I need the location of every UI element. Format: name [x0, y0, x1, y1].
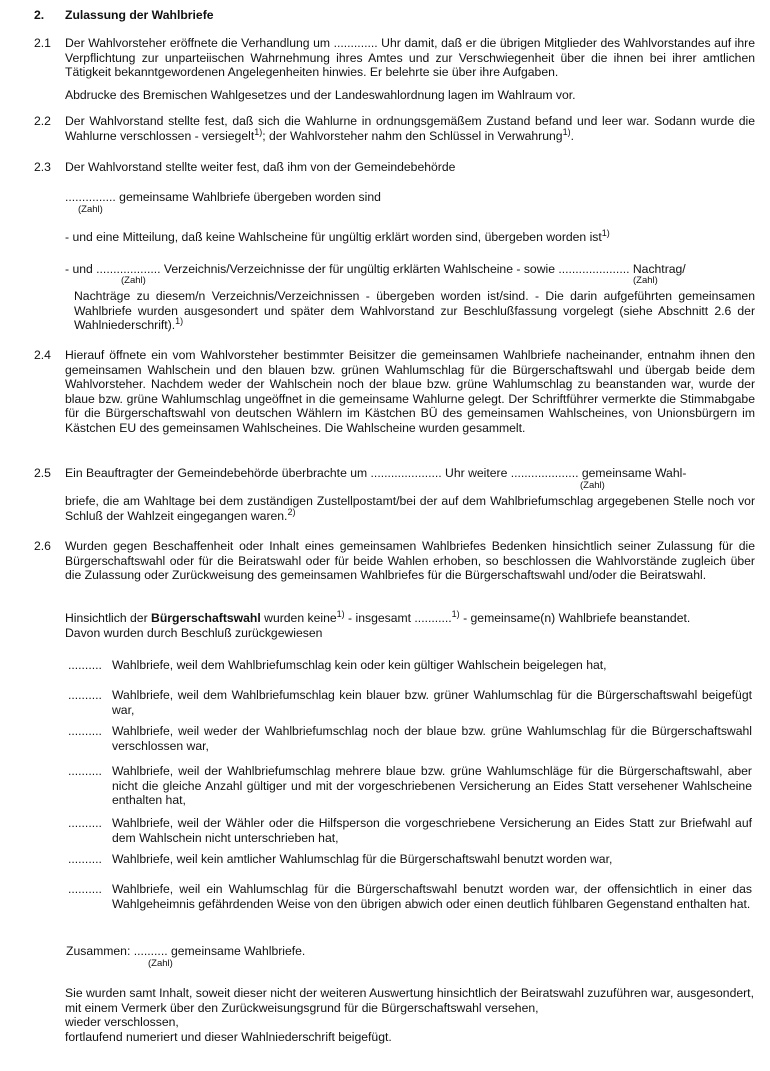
para-number-2-5: 2.5 — [34, 466, 51, 480]
blank-dots: .......... — [68, 688, 102, 702]
para-2-5-line-b — [65, 494, 755, 523]
footnote-ref: 1) — [336, 609, 345, 619]
zahl-label: (Zahl) — [78, 204, 103, 215]
summary-text-a: Hinsichtlich der — [65, 611, 152, 625]
blank-dots: .......... — [68, 724, 102, 738]
zahl-label: (Zahl) — [633, 275, 658, 286]
list-item-text: Wahlbriefe, weil kein amtlicher Wahlumschlag für die Bürgerschaftswahl benutzt worden war, — [112, 852, 613, 866]
footnote-ref: 2) — [287, 506, 296, 517]
para-number-2-3: 2.3 — [34, 160, 51, 174]
para-2-4: Hierauf öffnete ein vom Wahlvorsteher bestimmter Beisitzer die gemeinsamen Wahlbriefe nacheinander, entnahm ihnen den gemeinsamen Wahlschein und den blauen bzw. grünen Wahlumschlag für die Bürgerschaftswahl und übergab beide dem Wahlvorsteher. Nachdem weder der Wahlschein noch der blaue bzw. grüne Wahlumschlag zu beanstanden war, wurde der blaue bzw. grüne Wahlumschlag ungeöffnet in die gemeinsame Wahlurne gelegt. Der Schriftführer vermerkte die Stimmabgabe für die Bürgerschaftswahl von deutschen Wählern im Kästchen BÜ des gemeinsamen Wahlscheines, von Unionsbürgern im Kästchen EU des gemeinsamen Wahlscheines. Die Wahlscheine wurden gesammelt. — [65, 348, 755, 435]
footnote-ref: 1) — [175, 316, 184, 326]
list-item-text: Wahlbriefe, weil ein Wahlumschlag für die Bürgerschaftswahl benutzt worden war, der offensichtlich in einer das Wahlgeheimnis gefährdenden Weise von den übrigen abwich oder einen deutlich fühlbaren Gegenstand enthalten hat. — [112, 882, 752, 911]
section-number: 2. — [34, 8, 45, 22]
blank-dots: .......... — [68, 852, 102, 866]
para-2-3-line-3b — [74, 289, 755, 333]
summary-bold: Bürgerschaftswahl — [151, 611, 261, 625]
list-item-text: Wahlbriefe, weil der Wahlbriefumschlag mehrere blaue bzw. grüne Wahlumschläge für die Bürgerschaftswahl, aber nicht die gleiche Anzahl gültiger und mit der vorgeschriebenen Versicherung an Eides Statt versehener Wahlscheine enthalten hat, — [112, 764, 752, 807]
footnote-ref: 1) — [562, 126, 571, 137]
summary-text-e: Davon wurden durch Beschluß zurückgewiesen — [65, 625, 323, 640]
para-2-3-intro: Der Wahlvorstand stellte weiter fest, daß ihm von der Gemeindebehörde — [65, 160, 456, 174]
para-number-2-4: 2.4 — [34, 348, 51, 362]
para-2-2 — [65, 114, 755, 143]
para-number-2-6: 2.6 — [34, 539, 51, 553]
blank-dots: .......... — [68, 764, 102, 778]
para-number-2-1: 2.1 — [34, 36, 51, 50]
para-2-3-line-1: ............... gemeinsame Wahlbriefe übergeben worden sind — [65, 190, 381, 204]
para-2-5-line-a: Ein Beauftragter der Gemeindebehörde überbrachte um ..................... Uhr weitere .................... gemeinsame Wahl- — [65, 466, 687, 480]
para-2-1-text: Der Wahlvorsteher eröffnete die Verhandlung um ............. Uhr damit, daß er die übrigen Mitglieder des Wahlvorstandes auf ihre Verpflichtung zur unparteiischen Wahrnehmung ihres Amtes und zur Verschwiegenheit über die ihnen bei ihrer amtlichen Tätigkeit bekanntgewordenen Angelegenheiten hinwies. Er belehrte sie über ihre Aufgaben. — [65, 36, 755, 79]
final-line: fortlaufend numeriert und dieser Wahlniederschrift beigefügt. — [65, 1029, 392, 1044]
summary-text-d: - gemeinsame(n) Wahlbriefe beanstandet. — [459, 611, 691, 625]
para-2-3-line-3a: - und ................... Verzeichnis/Verzeichnisse der für ungültig erklärten Wahlscheine - sowie ..................... Nachtrag/ — [65, 262, 686, 276]
total-line: Zusammen: .......... gemeinsame Wahlbriefe. — [66, 944, 306, 958]
blank-dots: .......... — [68, 658, 102, 672]
footnote-ref: 1) — [601, 228, 610, 238]
blank-dots: .......... — [68, 816, 102, 830]
para-2-1-note: Abdrucke des Bremischen Wahlgesetzes und der Landeswahlordnung lagen im Wahlraum vor. — [65, 87, 576, 102]
para-2-2-text-a: Der Wahlvorstand stellte fest, daß sich die Wahlurne in ordnungsgemäßem Zustand befand und leer war. Sodann wurde die Wahlurne verschlossen - versiegelt — [65, 114, 755, 143]
footnote-ref: 1) — [451, 609, 460, 619]
summary-text-c: - insgesamt ........... — [344, 611, 452, 625]
blank-dots: .......... — [68, 882, 102, 896]
final-line: mit einem Vermerk über den Zurückweisungsgrund für die Bürgerschaftswahl versehen, — [65, 1000, 539, 1015]
summary-text-b: wurden keine — [260, 611, 337, 625]
para-2-2-text-c: . — [570, 128, 574, 143]
section-title: Zulassung der Wahlbriefe — [65, 8, 214, 22]
zahl-label: (Zahl) — [580, 480, 605, 491]
para-2-1 — [65, 36, 755, 102]
footnote-ref: 1) — [254, 126, 263, 137]
para-2-5-line-b-text: briefe, die am Wahltage bei dem zuständigen Zustellpostamt/bei der auf dem Wahlbriefumschlag argegebenen Stelle noch vor Schluß der Wahlzeit eingegangen waren. — [65, 494, 755, 523]
para-2-3-line-3b-text: Nachträge zu diesem/n Verzeichnis/Verzeichnissen - übergeben worden ist/sind. - Die darin aufgeführten gemeinsamen Wahlbriefe wurden ausgesondert und später dem Wahlvorstand zur Beschlußfassung vorgelegt (siehe Abschnitt 2.6 der Wahlniederschrift). — [74, 289, 755, 332]
para-2-6-summary — [65, 611, 755, 640]
list-item-text: Wahlbriefe, weil dem Wahlbriefumschlag kein oder kein gültiger Wahlschein beigelegen hat, — [112, 658, 607, 672]
zahl-label: (Zahl) — [148, 958, 173, 969]
final-line: wieder verschlossen, — [65, 1015, 179, 1029]
final-line: Sie wurden samt Inhalt, soweit dieser nicht der weiteren Auswertung hinsichtlich der Beiratswahl zuzuführen war, ausgesondert, — [65, 986, 754, 1000]
para-2-3-line-2-text: - und eine Mitteilung, daß keine Wahlscheine für ungültig erklärt worden sind, übergeben worden ist — [65, 230, 602, 244]
zahl-label: (Zahl) — [121, 275, 146, 286]
final-statement — [65, 986, 755, 1044]
para-2-2-text-b: ; der Wahlvorsteher nahm den Schlüssel in Verwahrung — [262, 128, 563, 143]
list-item-text: Wahlbriefe, weil der Wähler oder die Hilfsperson die vorgeschriebene Versicherung an Eides Statt zur Briefwahl auf dem Wahlschein nicht unterschrieben hat, — [112, 816, 752, 845]
para-2-6-text: Wurden gegen Beschaffenheit oder Inhalt eines gemeinsamen Wahlbriefes Bedenken hinsichtlich seiner Zulassung für die Bürgerschaftswahl oder für die Beiratswahl oder für beide Wahlen erhoben, so beschlossen die Wahlvorstände zugleich über die Zulassung oder Zurückweisung des gemeinsamen Wahlbriefes für die Bürgerschaftswahl und/oder die Beiratswahl. — [65, 539, 755, 582]
para-number-2-2: 2.2 — [34, 114, 51, 128]
list-item-text: Wahlbriefe, weil weder der Wahlbriefumschlag noch der blaue bzw. grüne Wahlumschlag für die Bürgerschaftswahl verschlossen war, — [112, 724, 752, 753]
para-2-3-line-2 — [65, 230, 610, 245]
list-item-text: Wahlbriefe, weil dem Wahlbriefumschlag kein blauer bzw. grüner Wahlumschlag für die Bürgerschaftswahl beigefügt war, — [112, 688, 752, 717]
